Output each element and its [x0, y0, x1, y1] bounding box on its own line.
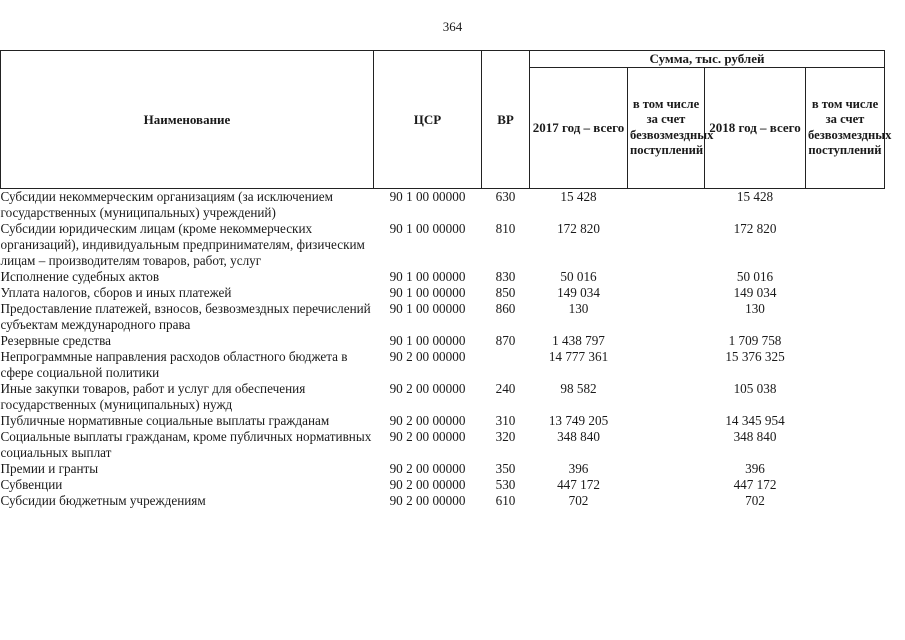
row-vr: 870 — [495, 332, 516, 348]
row-total-2017: 14 777 361 — [548, 348, 609, 364]
budget-table — [0, 50, 892, 509]
row-csr: 90 2 00 00000 — [389, 380, 466, 396]
row-vr: 350 — [495, 460, 516, 476]
row-total-2018: 50 016 — [736, 268, 774, 284]
row-vr: 320 — [495, 428, 516, 444]
row-free-2018 — [806, 461, 885, 477]
row-free-2018 — [806, 333, 885, 349]
row-total-2017: 447 172 — [557, 476, 600, 492]
table-row — [1, 493, 885, 509]
row-total-2017: 50 016 — [560, 268, 597, 284]
table-row — [1, 333, 885, 349]
row-total-2017: 130 — [568, 300, 589, 316]
table-row — [1, 413, 885, 429]
row-csr: 90 2 00 00000 — [389, 460, 466, 476]
table-row — [1, 461, 885, 477]
row-free-2017 — [628, 269, 705, 285]
row-total-2017: 1 438 797 — [552, 332, 605, 348]
table-row — [1, 285, 885, 301]
row-free-2018 — [806, 381, 885, 413]
row-name: Уплата налогов, сборов и иных платежей — [0, 284, 232, 300]
row-free-2018 — [806, 269, 885, 285]
row-free-2017 — [628, 221, 705, 269]
row-name: Субвенции — [0, 476, 63, 492]
row-vr: 860 — [495, 300, 516, 316]
row-name: Публичные нормативные социальные выплаты гражданам — [0, 412, 330, 428]
row-total-2018: 14 345 954 — [725, 412, 785, 428]
row-name: Субсидии юридическим лицам (кроме некоммерческих организаций), индивидуальным предпринимателям, физическим лицам – производителям товаров, работ, услуг — [0, 220, 365, 268]
page-number: 364 — [442, 19, 463, 34]
header-total-2018: 2018 год – всего — [705, 67, 806, 188]
row-name: Субсидии бюджетным учреждениям — [0, 492, 206, 508]
row-total-2018: 348 840 — [733, 428, 777, 444]
row-free-2017 — [628, 333, 705, 349]
row-total-2018: 130 — [745, 300, 765, 316]
row-total-2018: 172 820 — [733, 220, 777, 236]
row-vr: 850 — [495, 284, 516, 300]
row-total-2017: 98 582 — [560, 380, 597, 396]
header-csr: ЦСР — [374, 51, 482, 189]
row-vr: 240 — [495, 380, 516, 396]
row-free-2018 — [806, 429, 885, 461]
row-csr: 90 1 00 00000 — [389, 188, 466, 204]
row-csr: 90 1 00 00000 — [389, 284, 466, 300]
row-free-2017 — [628, 461, 705, 477]
row-total-2017: 172 820 — [557, 220, 600, 236]
row-free-2017 — [628, 429, 705, 461]
row-name: Исполнение судебных актов — [0, 268, 160, 284]
row-free-2018 — [806, 285, 885, 301]
row-free-2017 — [628, 477, 705, 493]
row-total-2018: 149 034 — [733, 284, 777, 300]
row-free-2017 — [628, 301, 705, 333]
header-sum-group: Сумма, тыс. рублей — [530, 51, 885, 68]
row-csr: 90 1 00 00000 — [389, 220, 466, 236]
row-total-2017: 15 428 — [560, 188, 597, 204]
row-csr: 90 2 00 00000 — [389, 492, 466, 508]
row-vr: 530 — [495, 476, 516, 492]
row-total-2018: 105 038 — [733, 380, 777, 396]
row-vr: 630 — [495, 188, 516, 204]
row-name: Резервные средства — [0, 332, 111, 348]
table-row — [1, 188, 885, 221]
row-free-2018 — [806, 301, 885, 333]
row-free-2018 — [806, 493, 885, 509]
row-total-2017: 348 840 — [557, 428, 600, 444]
row-free-2017 — [628, 381, 705, 413]
row-free-2017 — [628, 349, 705, 381]
row-total-2017: 396 — [568, 460, 589, 476]
row-total-2018: 702 — [745, 492, 765, 508]
row-total-2018: 1 709 758 — [728, 332, 782, 348]
row-csr: 90 1 00 00000 — [389, 268, 466, 284]
row-name: Субсидии некоммерческим организациям (за исключением государственных (муниципальных) учреждений) — [0, 188, 333, 220]
row-name: Иные закупки товаров, работ и услуг для обеспечения государственных (муниципальных) нужд — [0, 380, 306, 412]
row-free-2017 — [628, 188, 705, 221]
row-total-2018: 15 376 325 — [725, 348, 785, 364]
row-free-2018 — [806, 349, 885, 381]
table-row — [1, 381, 885, 413]
row-csr: 90 2 00 00000 — [389, 476, 466, 492]
row-total-2018: 396 — [745, 460, 765, 476]
row-vr — [482, 349, 530, 381]
row-name: Премии и гранты — [0, 460, 99, 476]
table-row — [1, 301, 885, 333]
table-row — [1, 269, 885, 285]
row-free-2018 — [806, 477, 885, 493]
row-csr: 90 1 00 00000 — [389, 300, 466, 316]
row-total-2017: 13 749 205 — [548, 412, 609, 428]
row-free-2018 — [806, 413, 885, 429]
row-vr: 310 — [495, 412, 516, 428]
table-row — [1, 349, 885, 381]
table-row — [1, 477, 885, 493]
table-row — [1, 429, 885, 461]
row-vr: 830 — [495, 268, 516, 284]
row-free-2017 — [628, 413, 705, 429]
row-csr: 90 1 00 00000 — [389, 332, 466, 348]
row-name: Непрограммные направления расходов областного бюджета в сфере социальной политики — [0, 348, 348, 380]
row-total-2018: 447 172 — [733, 476, 777, 492]
row-vr: 810 — [495, 220, 516, 236]
row-free-2017 — [628, 493, 705, 509]
header-free-2018: в том числе за счет безвозмездных поступлений — [806, 67, 885, 188]
row-free-2017 — [628, 285, 705, 301]
row-name: Предоставление платежей, взносов, безвозмездных перечислений субъектам международного права — [0, 300, 371, 332]
row-csr: 90 2 00 00000 — [389, 348, 466, 364]
row-csr: 90 2 00 00000 — [389, 412, 466, 428]
row-total-2017: 702 — [568, 492, 589, 508]
header-total-2017: 2017 год – всего — [530, 67, 628, 188]
row-csr: 90 2 00 00000 — [389, 428, 466, 444]
row-free-2018 — [806, 188, 885, 221]
table-row — [1, 221, 885, 269]
row-total-2017: 149 034 — [557, 284, 600, 300]
row-total-2018: 15 428 — [736, 188, 774, 204]
header-vr: ВР — [482, 51, 530, 189]
table-body — [1, 188, 885, 509]
header-free-2017: в том числе за счет безвозмездных поступлений — [628, 67, 705, 188]
header-name: Наименование — [1, 51, 374, 189]
row-vr: 610 — [495, 492, 516, 508]
table-header — [1, 51, 892, 189]
row-free-2018 — [806, 221, 885, 269]
row-name: Социальные выплаты гражданам, кроме публичных нормативных социальных выплат — [0, 428, 372, 460]
